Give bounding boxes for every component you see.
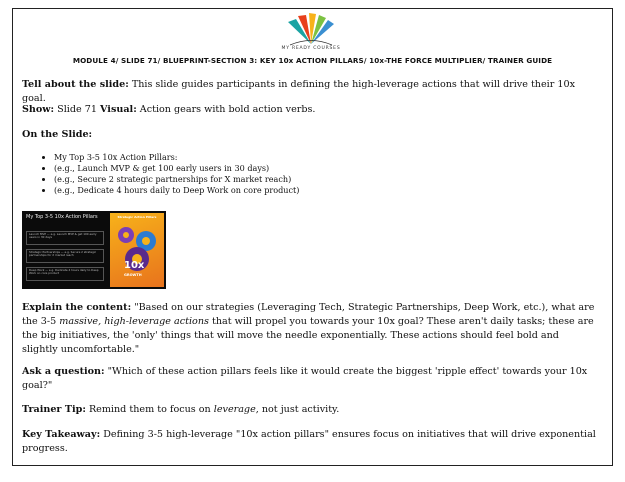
takeaway-text: Defining 3-5 high-leverage "10x action pillars" ensures focus on initiatives that will drive exponential progress. [22, 429, 596, 454]
key-takeaway [22, 428, 597, 456]
thumbnail-graphic-panel [110, 213, 164, 287]
bullet-item: • (e.g., Dedicate 4 hours daily to Deep Work on core product) [54, 185, 299, 196]
on-slide-bullets [36, 152, 299, 196]
bullet-item: • (e.g., Launch MVP & get 100 early users in 30 days) [54, 163, 299, 174]
ask-question [22, 365, 597, 393]
page-header: MODULE 4/ SLIDE 71/ BLUEPRINT-SECTION 3: KEY 10x ACTION PILLARS/ 10x-THE FORCE MULTIPLIER/ TRAINER GUIDE [72, 56, 553, 65]
show-label: Show: [22, 104, 55, 115]
tip-label: Trainer Tip: [22, 404, 86, 415]
bullet-item: • My Top 3-5 10x Action Pillars: [54, 152, 299, 163]
show-line [22, 103, 597, 117]
tip-text-1: Remind them to focus on [88, 404, 214, 415]
tip-text-2: , not just activity. [255, 404, 340, 415]
visual-label: Visual: [100, 104, 137, 115]
explain-emphasis: massive, high-leverage actions [59, 316, 209, 327]
thumbnail-title: My Top 3-5 10x Action Pillars [26, 214, 98, 220]
slide-thumbnail [22, 211, 166, 289]
thumbnail-row: Launch MVP — e.g. Launch MVP & get 100 early users in 30 days [26, 231, 104, 245]
explain-label: Explain the content: [22, 302, 132, 313]
trainer-tip [22, 403, 597, 417]
thumbnail-row: Deep Work — e.g. Dedicate 4 hours daily to Deep Work on core product [26, 267, 104, 281]
thumbnail-small-text: GROWTH [124, 273, 142, 277]
thumbnail-panel-title: Strategic Action Pillars [117, 215, 157, 219]
question-label: Ask a question: [22, 366, 105, 377]
brand-logo [276, 12, 346, 56]
explain-text-1: "Based on our strategies (Leveraging Tech, Strategic Partnerships, Deep Work, etc.), what are the 3-5 [22, 302, 595, 327]
visual-text: Action gears with bold action verbs. [139, 104, 316, 115]
tell-label: Tell about the slide: [22, 79, 129, 90]
on-slide-label: On the Slide: [22, 129, 93, 140]
tell-text: This slide guides participants in defining the high-leverage actions that will drive their 10x goal. [22, 79, 575, 104]
question-text: "Which of these action pillars feels like it would create the biggest 'ripple effect' towards your 10x goal?" [22, 366, 588, 391]
logo-text: MY READY COURSES [281, 46, 341, 51]
explain-content [22, 301, 597, 357]
thumbnail-big-text: 10x [124, 260, 145, 271]
bullet-item: • (e.g., Secure 2 strategic partnerships for X market reach) [54, 174, 299, 185]
thumbnail-row: Strategic Partnerships — e.g. Secure 2 strategic partnerships for X market reach [26, 249, 104, 263]
explain-text-2: that will propel you towards your 10x goal? These aren't daily tasks; these are the big initiatives, the 'only' things that will move the needle exponentially. These actions should feel bold and slightly uncomfortable." [22, 316, 594, 355]
show-slide: Slide 71 [57, 104, 97, 115]
on-slide-heading [22, 128, 597, 142]
tell-about-slide [22, 78, 597, 106]
tip-emphasis: leverage [213, 404, 256, 415]
thumbnail-list-panel [22, 211, 106, 289]
book-fan-icon [276, 12, 346, 46]
takeaway-label: Key Takeaway: [22, 429, 101, 440]
